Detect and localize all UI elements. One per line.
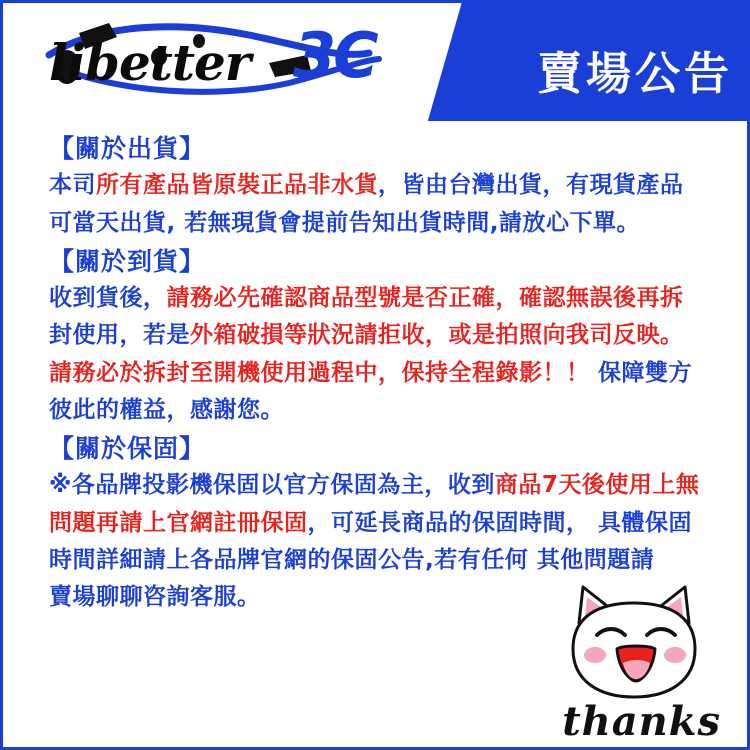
- section-paragraph-line: [49, 167, 707, 204]
- section-heading: 【關於保固】: [49, 434, 206, 463]
- text-run: 問題再請上官網註冊保固: [49, 509, 308, 536]
- brand-logo: [21, 11, 421, 111]
- header-banner: [3, 3, 750, 121]
- section-heading: 【關於出貨】: [49, 134, 206, 163]
- text-run: 保障雙方: [589, 359, 693, 386]
- thanks-text: thanks: [562, 698, 721, 745]
- section-heading: 【關於到貨】: [49, 246, 206, 276]
- logo-3c-text: 3C: [293, 19, 376, 92]
- section-paragraph-line: [49, 317, 707, 354]
- text-run: ，可延長商品的保固時間， 具體保固: [307, 509, 693, 536]
- section-paragraph-line: [49, 467, 707, 504]
- section-paragraph-line: [49, 392, 707, 429]
- text-run: 本司: [49, 172, 96, 199]
- section-paragraph-line: [49, 280, 707, 317]
- cat-mascot-icon: [561, 583, 713, 701]
- text-run: 收到貨後，: [49, 285, 167, 311]
- text-run: 商品7天後使用上無: [494, 472, 700, 499]
- text-run: 可當天出貨, 若無現貨會提前告知出貨時間,請放心下單。: [49, 209, 640, 236]
- text-run: ※各品牌投影機保固以官方保固為主，收到: [49, 472, 495, 499]
- text-run: 賣場聊聊咨詢客服。: [49, 584, 261, 610]
- text-run: ，皆由台灣出貨，有現貨產品: [378, 172, 684, 199]
- text-run: 請務必先確認商品型號是否正確，確認無誤後再拆: [166, 285, 684, 311]
- section-paragraph-line: [49, 542, 707, 579]
- section-paragraph-line: [49, 205, 707, 242]
- text-run: 時間詳細請上各品牌官網的保固公告,若有任何 其他問題請: [49, 546, 655, 573]
- section-paragraph-line: [49, 505, 707, 542]
- text-run: 請務必於拆封至開機使用過程中，保持全程錄影！！: [49, 359, 590, 386]
- announcement-content: [3, 121, 750, 616]
- section-paragraph-line: [49, 355, 707, 392]
- text-run: 外箱破損等狀況請拒收，或是拍照向我司反映。: [190, 322, 684, 349]
- page-title: 賣場公告: [536, 47, 733, 100]
- logo-wordmark: libetter: [49, 33, 251, 92]
- text-run: 所有產品皆原裝正品非水貨: [96, 172, 378, 199]
- text-run: 封使用，若是: [49, 322, 190, 349]
- text-run: 彼此的權益，感謝您。: [49, 396, 284, 423]
